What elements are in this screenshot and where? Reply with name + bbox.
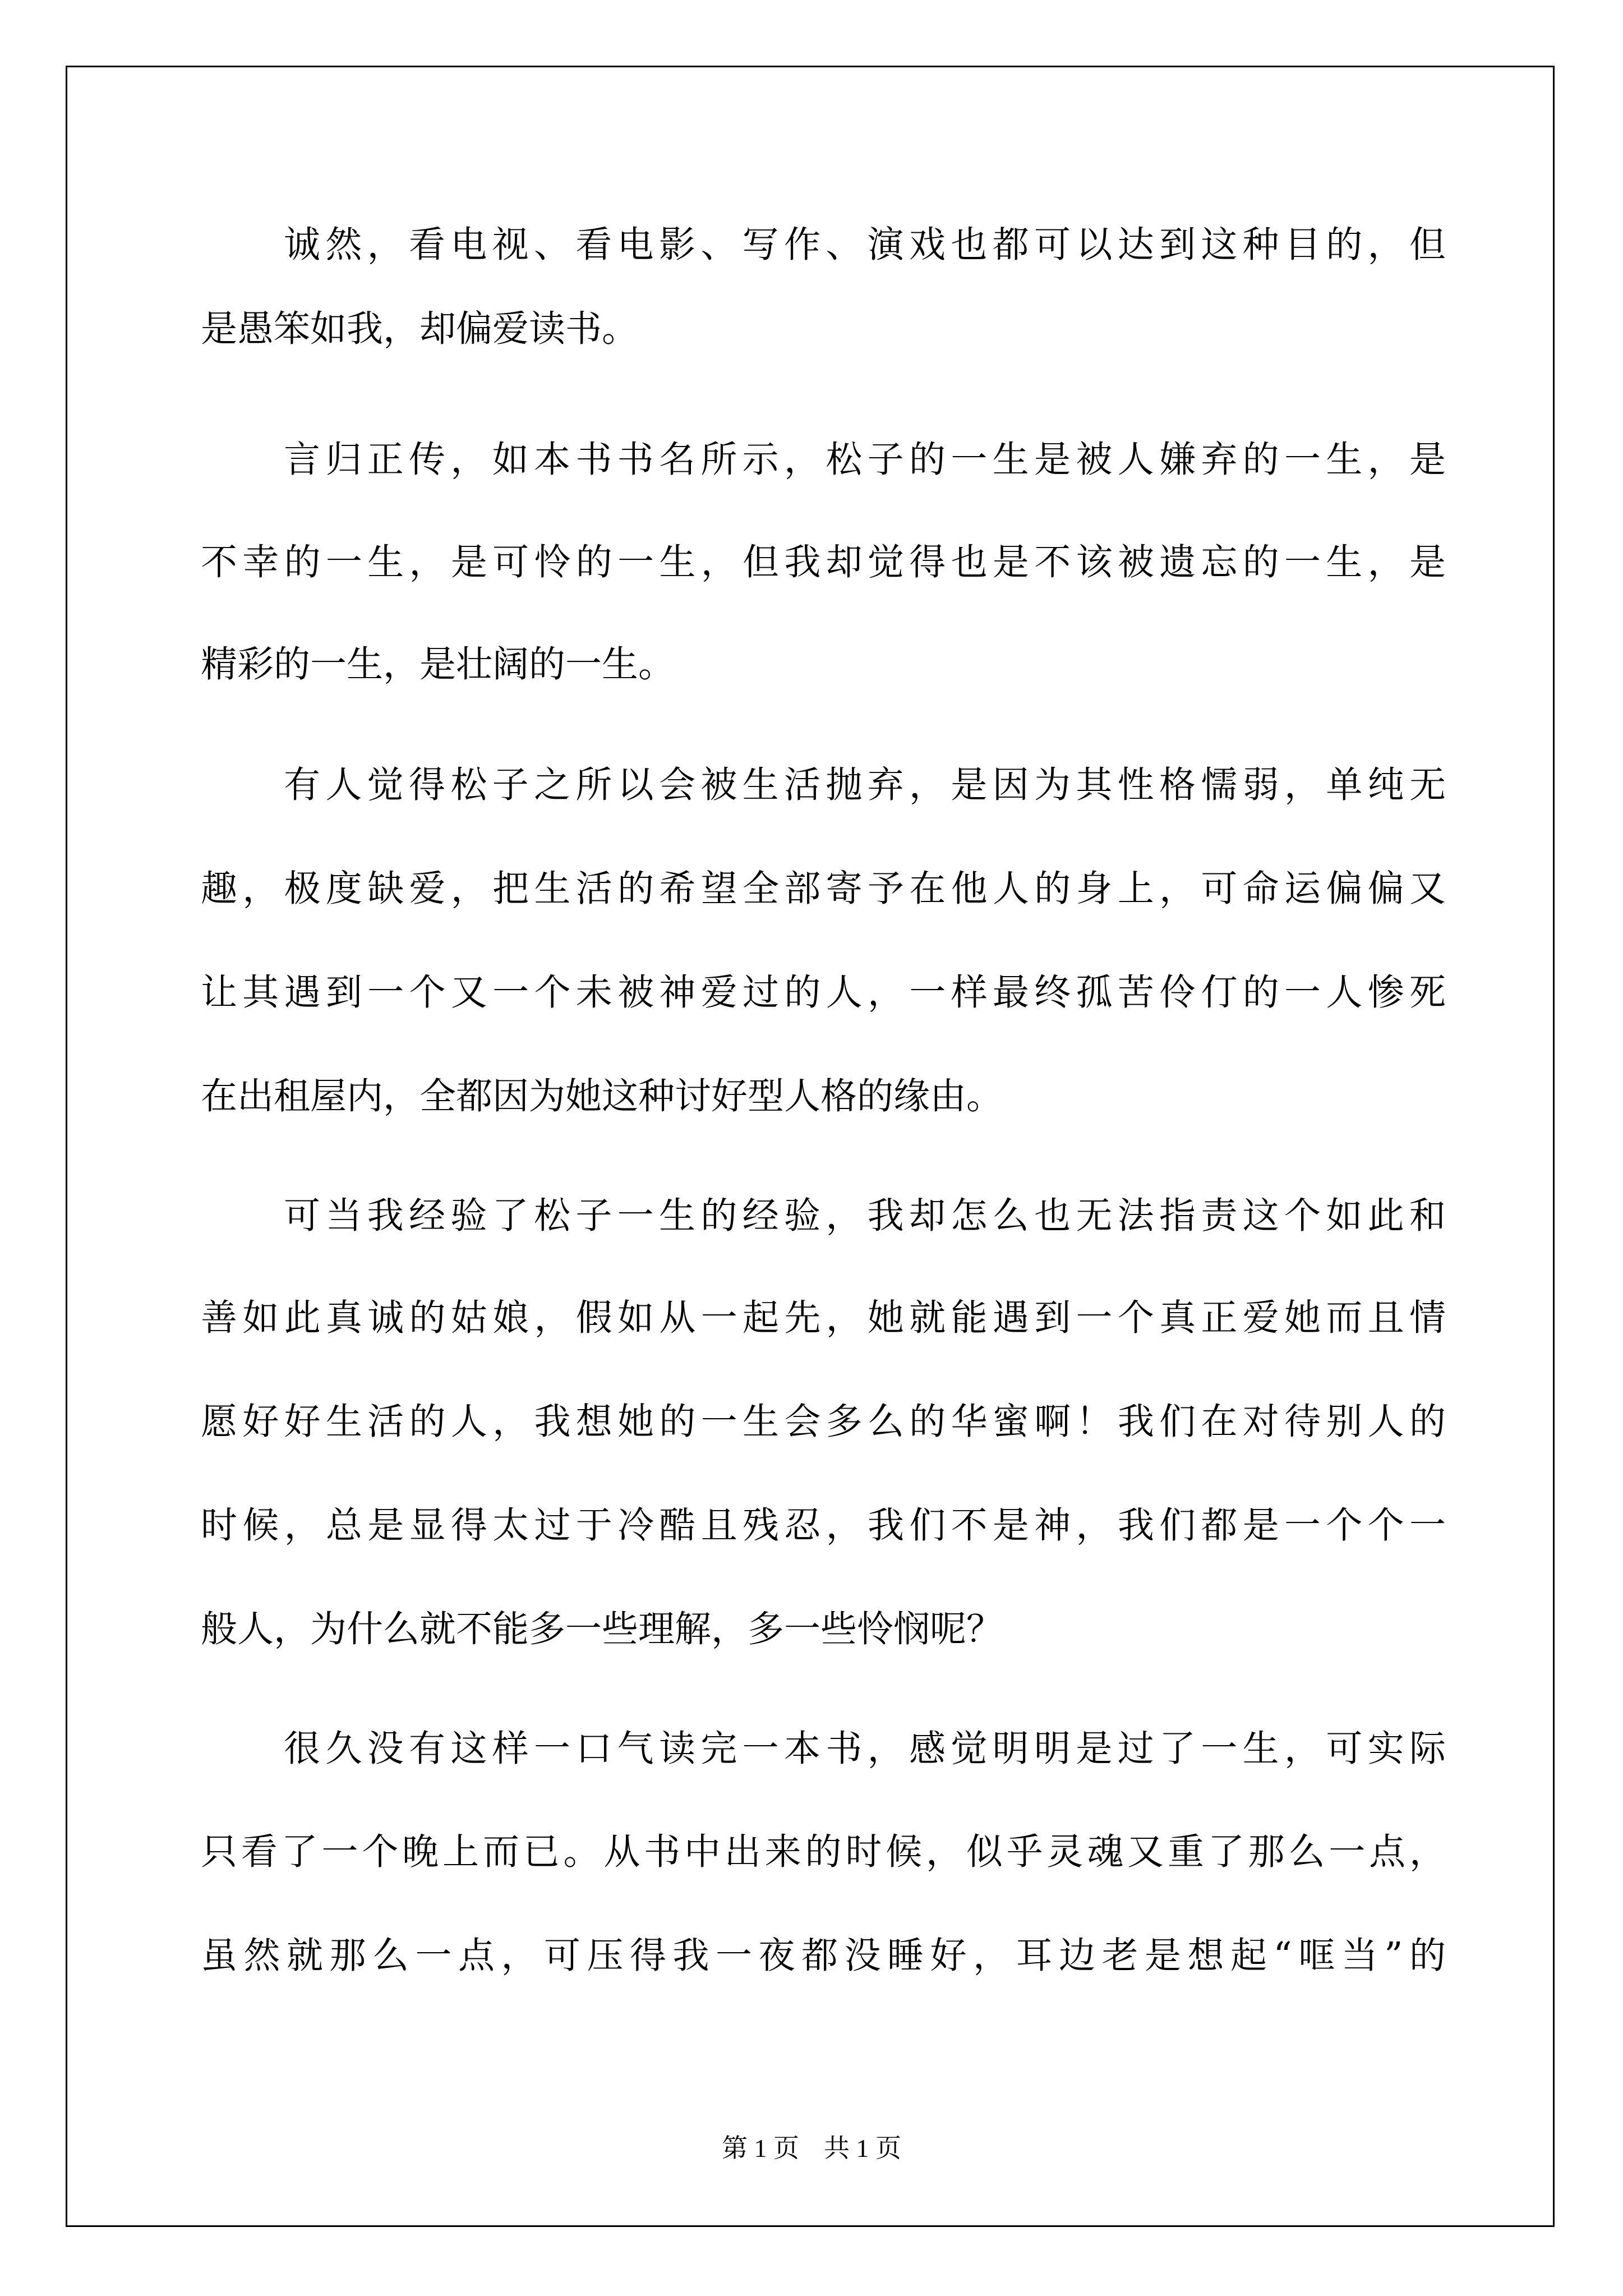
page-footer [0, 2132, 1623, 2165]
text-line: 言归正传，如本书书名所示，松子的一生是被人嫌弃的一生，是 [284, 439, 1446, 481]
text-line: 精彩的一生，是壮阔的一生。 [201, 643, 675, 685]
page-border [66, 66, 1555, 2227]
text-line: 在出租屋内，全都因为她这种讨好型人格的缘由。 [201, 1075, 1003, 1117]
text-line: 只看了一个晚上而已。从书中出来的时候，似乎灵魂又重了那么一点， [201, 1831, 1446, 1873]
page-number: 第 1 页 [722, 2134, 799, 2162]
text-line: 诚然，看电视、看电影、写作、演戏也都可以达到这种目的，但 [284, 224, 1446, 266]
text-line: 让其遇到一个又一个未被神爱过的人，一样最终孤苦伶仃的一人惨死 [201, 972, 1446, 1014]
text-line: 善如此真诚的姑娘，假如从一起先，她就能遇到一个真正爱她而且情 [201, 1297, 1446, 1339]
text-line: 可当我经验了松子一生的经验，我却怎么也无法指责这个如此和 [284, 1195, 1446, 1237]
page-total: 共 1 页 [824, 2134, 901, 2162]
text-line: 趣，极度缺爱，把生活的希望全部寄予在他人的身上，可命运偏偏又 [201, 868, 1446, 910]
text-line: 是愚笨如我，却偏爱读书。 [201, 308, 639, 350]
text-line: 愿好好生活的人，我想她的一生会多么的华蜜啊！我们在对待别人的 [201, 1401, 1446, 1443]
text-line: 很久没有这样一口气读完一本书，感觉明明是过了一生，可实际 [284, 1728, 1446, 1770]
text-line: 时候，总是显得太过于冷酷且残忍，我们不是神，我们都是一个个一 [201, 1504, 1446, 1547]
text-line: 虽然就那么一点，可压得我一夜都没睡好，耳边老是想起“哐当”的 [201, 1935, 1446, 1977]
text-line: 有人觉得松子之所以会被生活抛弃，是因为其性格懦弱，单纯无 [284, 764, 1446, 806]
text-line: 般人，为什么就不能多一些理解，多一些怜悯呢？ [201, 1608, 1003, 1650]
text-line: 不幸的一生，是可怜的一生，但我却觉得也是不该被遗忘的一生，是 [201, 541, 1446, 583]
